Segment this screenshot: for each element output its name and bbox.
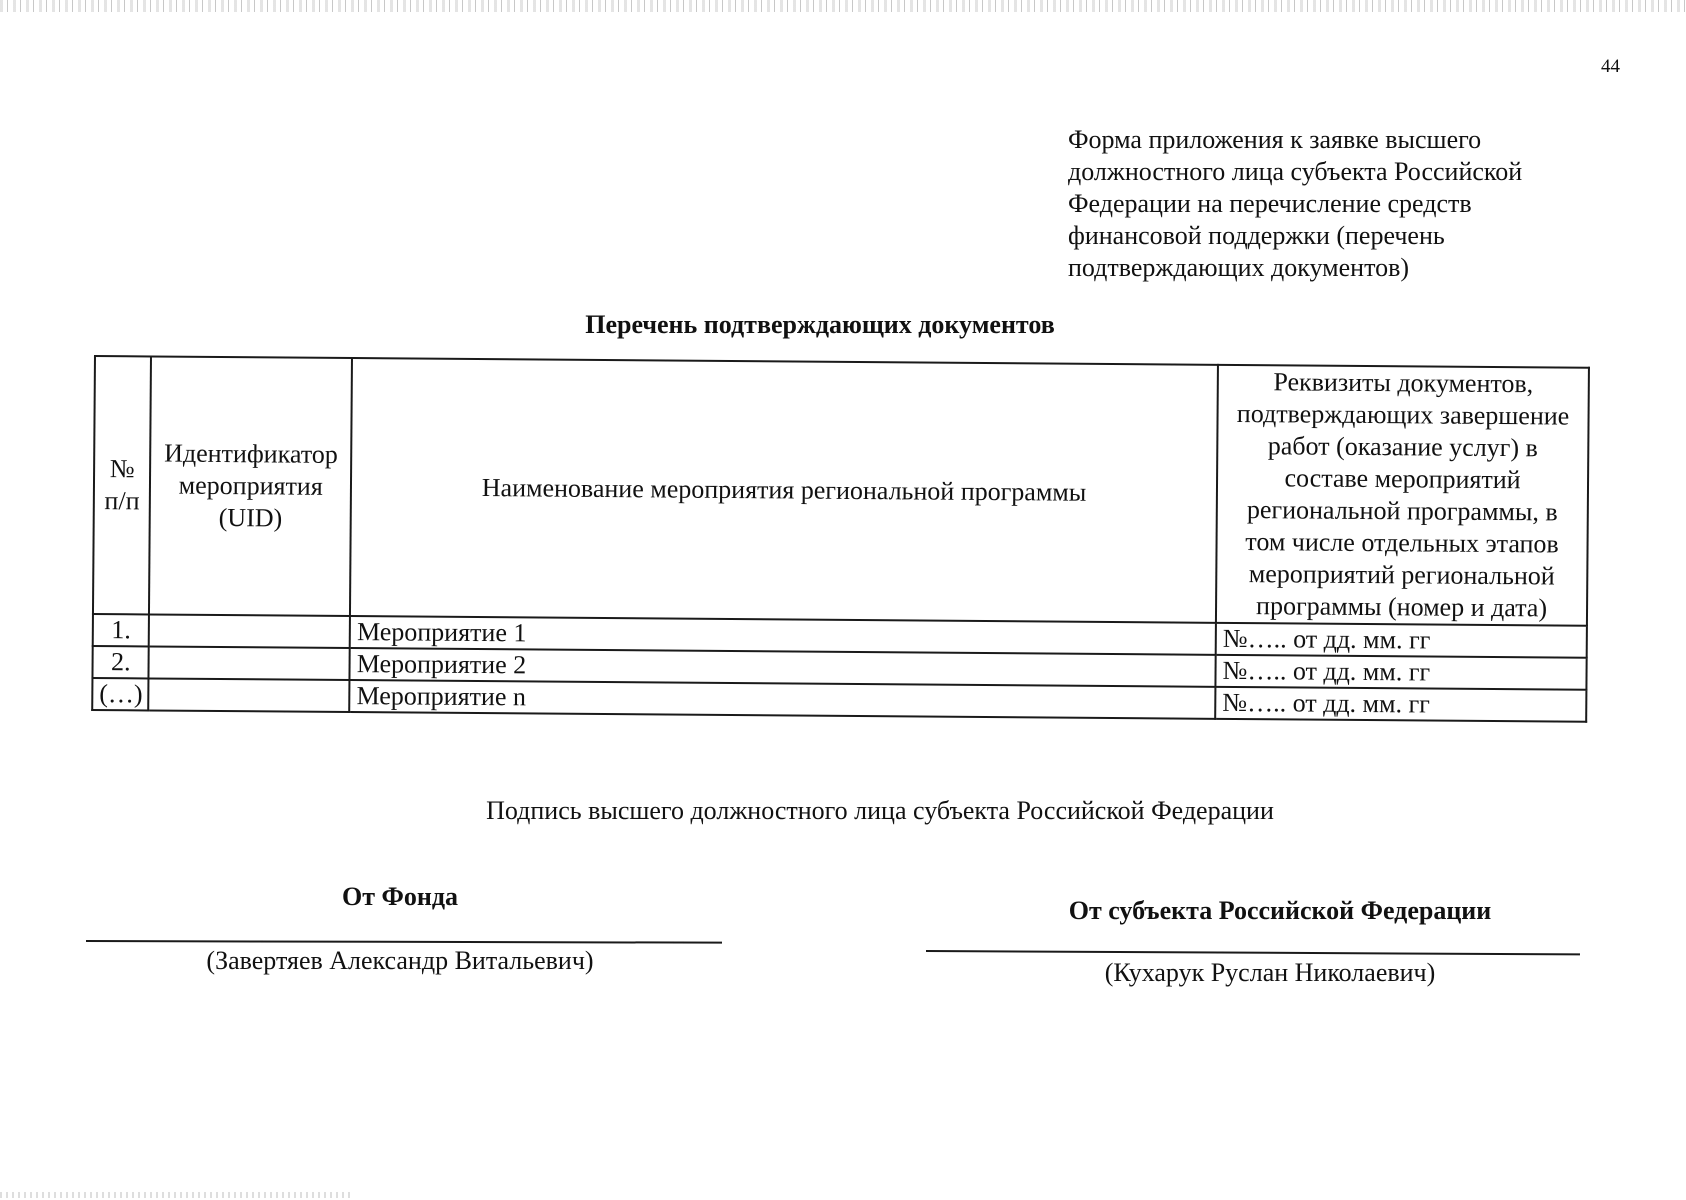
header-event-name: Наименование мероприятия региональной программы (350, 358, 1218, 623)
table-header-row (93, 356, 1589, 626)
row-requisites: №….. от дд. мм. гг (1215, 655, 1586, 690)
scan-edge-top (0, 0, 1686, 12)
party-left-name: (Завертяев Александр Витальевич) (206, 946, 594, 975)
row-number: 2. (92, 646, 149, 678)
row-uid (149, 646, 350, 680)
row-event-name: Мероприятие n (349, 680, 1215, 719)
row-requisites: №….. от дд. мм. гг (1215, 687, 1586, 722)
row-number: 1. (93, 614, 150, 646)
signature-heading: Подпись высшего должностного лица субъекта Российской Федерации (486, 796, 1274, 825)
row-event-name: Мероприятие 1 (350, 616, 1216, 655)
row-event-name: Мероприятие 2 (350, 648, 1216, 687)
document-title: Перечень подтверждающих документов (585, 310, 1055, 339)
signature-line-left (86, 940, 722, 944)
header-number: № п/п (93, 356, 151, 614)
party-right-title: От субъекта Российской Федерации (1068, 896, 1492, 925)
form-caption: Форма приложения к заявке высшего должностного лица субъекта Российской Федерации на перечисление средств финансовой поддержки (перечень подтверждающих документов) (1068, 125, 1523, 282)
header-uid: Идентификатор мероприятия (UID) (149, 356, 352, 616)
header-requisites: Реквизиты документов, подтверждающих завершение работ (оказание услуг) в составе мероприятий региональной программы, в том числе отдельных этапов мероприятий региональной программы (номер и дата) (1216, 365, 1589, 626)
signature-line-right (926, 950, 1580, 955)
party-left-title: От Фонда (342, 882, 458, 911)
documents-table (91, 355, 1590, 723)
row-requisites: №….. от дд. мм. гг (1216, 623, 1587, 658)
page-number: 44 (1601, 56, 1620, 77)
row-uid (149, 614, 350, 648)
row-number: (…) (92, 678, 149, 710)
row-uid (149, 678, 350, 712)
scan-edge-bottom (0, 1192, 350, 1198)
party-right-name: (Кухарук Руслан Николаевич) (1104, 958, 1436, 987)
